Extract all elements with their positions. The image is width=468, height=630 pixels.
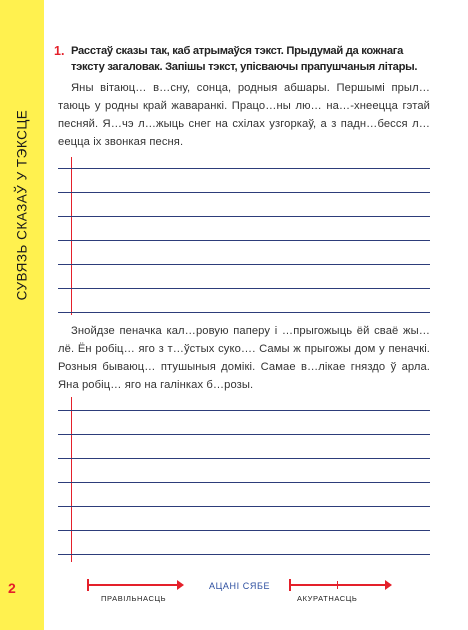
sidebar-stripe [0,0,44,630]
self-assessment [0,575,468,630]
self-assessment-title: АЦАНІ СЯБЕ [209,581,271,591]
writing-line[interactable] [58,530,430,531]
writing-line[interactable] [58,216,430,217]
writing-line[interactable] [58,458,430,459]
red-margin-line [71,157,72,315]
writing-line[interactable] [58,192,430,193]
writing-line[interactable] [58,312,430,313]
exercise-text-2: Знойдзе пеначка кал…ровую паперу і …прыгожыць ёй сваё жы…лё. Ён робіц… яго з т…ўстых суко…. Самы ж прыгожы дом у пеначкі. Розныя бываюц… птушыныя домікі. Самае в…лікае гняздо ў арла. Яна робіц… яго на галінках б…розы. [58,325,430,391]
section-title: СУВЯЗЬ СКАЗАЎ У ТЭКСЦЕ [14,109,30,301]
correctness-scale-arrow[interactable] [88,584,178,586]
page-number: 2 [8,580,16,596]
exercise-instruction: Расстаў сказы так, каб атрымаўся тэкст. Прыдумай да кожнага тэксту загаловак. Запішы тэкст, упісваючы прапушчаныя літары. [71,45,418,73]
exercise-number: 1. [54,44,65,58]
correctness-label: ПРАВІЛЬНАСЦЬ [101,594,167,603]
writing-line[interactable] [58,410,430,411]
writing-line[interactable] [58,506,430,507]
writing-line[interactable] [58,288,430,289]
scale-midpoint-tick [337,581,338,589]
writing-line[interactable] [58,482,430,483]
writing-line[interactable] [58,434,430,435]
exercise-text-1: Яны вітаюц… в…сну, сонца, родныя абшары. Першымі прыл…таюць у родны край жаваранкі. Працо…ны лю… на…-хнеецца гэтай песняй. Я…чэ л…жыць снег на схілах узгоркаў, а з падн…бесся л…еецца іх звонкая песня. [58,82,430,148]
writing-line[interactable] [58,168,430,169]
writing-line[interactable] [58,554,430,555]
red-margin-line [71,397,72,562]
writing-line[interactable] [58,240,430,241]
neatness-label: АКУРАТНАСЦЬ [297,594,358,603]
writing-line[interactable] [58,264,430,265]
neatness-scale-arrow[interactable] [290,584,386,586]
